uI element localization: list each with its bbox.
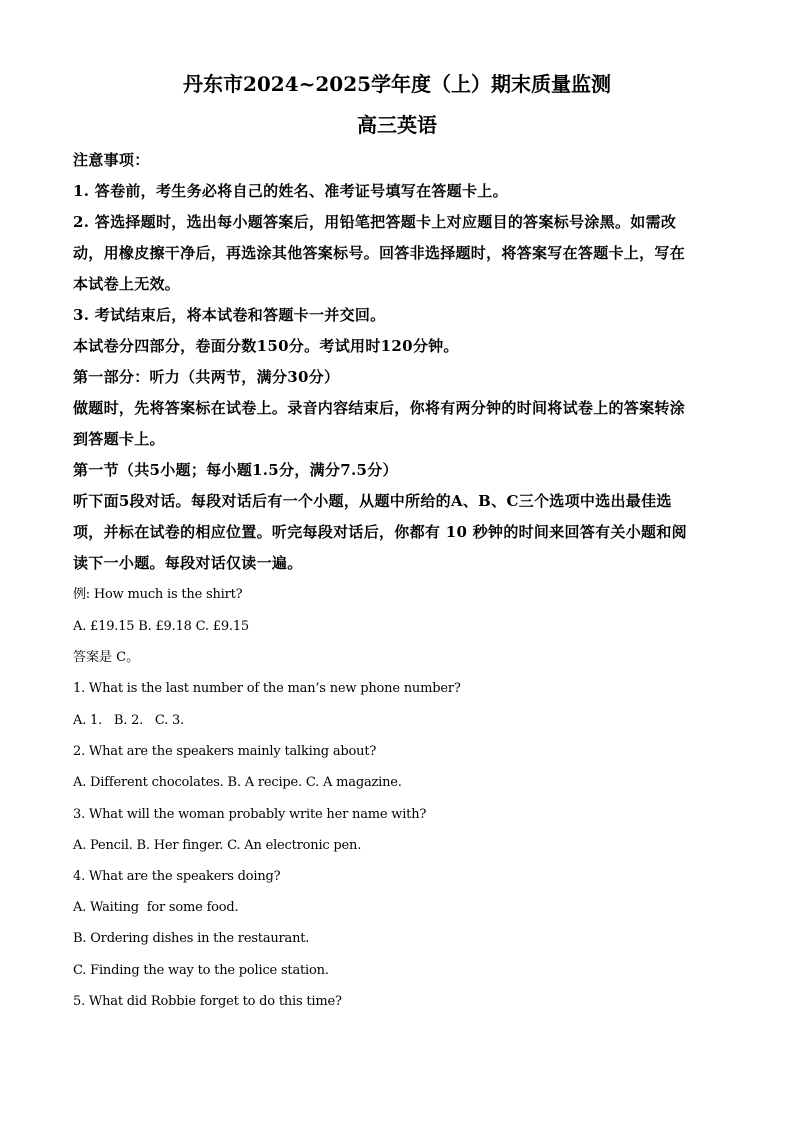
question-2-options: A. Different chocolates. B. A recipe. C. A magazine. [73, 775, 402, 790]
question-4-option-b: B. Ordering dishes in the restaurant. [73, 931, 310, 946]
notice-item-2-line-1: 2. 答选择题时，选出每小题答案后，用铅笔把答题卡上对应题目的答案标号涂黑。如需改 [73, 213, 677, 231]
page-title: 丹东市2024~2025学年度（上）期末质量监测 [182, 72, 612, 96]
example-options: A. £19.15 B. £9.18 C. £9.15 [73, 619, 250, 634]
example-question: 例: How much is the shirt? [73, 587, 243, 602]
question-3: 3. What will the woman probably write her name with? [73, 807, 427, 822]
exam-summary: 本试卷分四部分，卷面分数150分。考试用时120分钟。 [73, 337, 459, 355]
notice-item-3: 3. 考试结束后，将本试卷和答题卡一并交回。 [73, 306, 386, 324]
notice-item-2-line-3: 本试卷上无效。 [73, 275, 181, 293]
question-4: 4. What are the speakers doing? [73, 869, 281, 884]
question-4-option-c: C. Finding the way to the police station. [73, 963, 329, 978]
question-4-option-a: A. Waiting for some food. [73, 900, 239, 915]
notice-item-1: 1. 答卷前，考生务必将自己的姓名、准考证号填写在答题卡上。 [73, 182, 508, 200]
question-3-options: A. Pencil. B. Her finger. C. An electronic pen. [73, 838, 362, 853]
part1-instruction-line-2: 到答题卡上。 [73, 430, 165, 448]
question-1: 1. What is the last number of the man’s new phone number? [73, 681, 461, 696]
notice-item-2-line-2: 动，用橡皮擦干净后，再选涂其他答案标号。回答非选择题时，将答案写在答题卡上，写在 [73, 244, 686, 262]
section1-instruction-line-1: 听下面5段对话。每段对话后有一个小题，从题中所给的A、B、C三个选项中选出最佳选 [73, 492, 672, 510]
page-subtitle: 高三英语 [357, 113, 437, 137]
notice-heading: 注意事项： [73, 151, 150, 169]
section1-instruction-line-3: 读下一小题。每段对话仅读一遍。 [73, 554, 303, 572]
part1-instruction-line-1: 做题时，先将答案标在试卷上。录音内容结束后，你将有两分钟的时间将试卷上的答案转涂 [73, 399, 686, 417]
example-answer: 答案是 C。 [73, 650, 140, 665]
part1-heading: 第一部分：听力（共两节，满分30分） [73, 368, 340, 386]
question-1-options: A. 1. B. 2. C. 3. [73, 713, 185, 728]
section1-heading: 第一节（共5小题；每小题1.5分，满分7.5分） [73, 461, 398, 479]
question-2: 2. What are the speakers mainly talking about? [73, 744, 377, 759]
section1-instruction-line-2: 项，并标在试卷的相应位置。听完每段对话后，你都有 10 秒钟的时间来回答有关小题和阅 [73, 523, 687, 541]
question-5: 5. What did Robbie forget to do this time? [73, 994, 342, 1009]
